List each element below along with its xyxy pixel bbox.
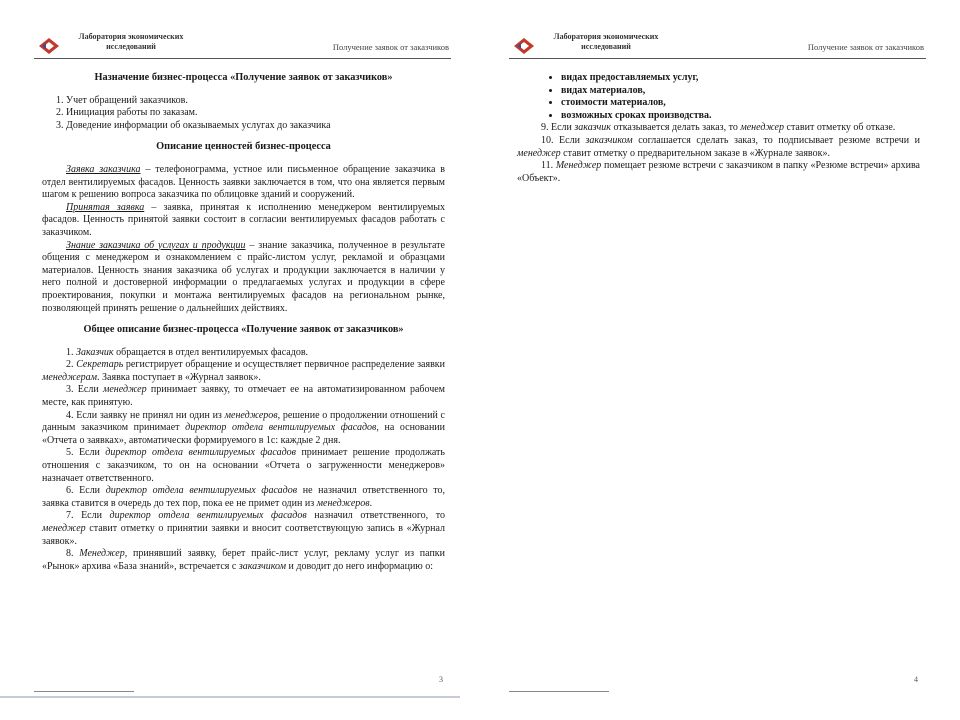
- step-paragraph: 3. Если менеджер принимает заявку, то отмечает ее на автоматизированном рабочем месте, как принятую.: [42, 384, 446, 409]
- step-paragraph: 9. Если заказчик отказывается делать заказ, то менеджер ставит отметку об отказе.: [541, 122, 896, 134]
- page-header: [509, 28, 926, 59]
- info-bullet-list: [517, 72, 920, 122]
- diamond-logo-icon: [38, 37, 60, 55]
- list-item: • стоимости материалов,: [561, 97, 920, 110]
- heading-description: Общее описание бизнес-процесса «Получение заявок от заказчиков»: [83, 324, 404, 336]
- org-name: Лаборатория экономических исследований: [553, 32, 659, 51]
- step-paragraph: 2. Секретарь регистрирует обращение и осуществляет первичное распределение заявки менеджерам. Заявка поступает в «Журнал заявок».: [42, 359, 445, 383]
- value-paragraph: Знание заказчика об услугах и продукции – знание заказчика, полученное в результате общения с менеджером и ознакомлением с прайс-листом услуг, рекламой и образцами материалов. Ценность знания заказчика об услугах и продукции заключается в наличии у него полной и достоверной информации о предлагаемых услугах и продукции в сфере проектирования, покупки и монтажа вентилируемых фасадов на региональном рынке, позволяющей принять решение о дальнейших действиях.: [42, 239, 445, 314]
- heading-purpose: Назначение бизнес-процесса «Получение заявок от заказчиков»: [94, 72, 393, 83]
- step-paragraph: 5. Если директор отдела вентилируемых фасадов принимает решение продолжать отношения с заказчиком, то он на основании «Отчета о загруженности менеджеров» назначает ответственного.: [42, 447, 445, 484]
- diamond-logo-icon: [513, 37, 535, 55]
- footer-divider: [509, 691, 609, 692]
- list-item: • возможных сроках производства.: [561, 110, 920, 123]
- footer-divider: [34, 691, 134, 692]
- value-paragraph: Заявка заказчика – телефонограмма, устное или письменное обращение заказчика в отдел вентилируемых фасадов. Ценность заявки заключается в том, что она является первым шагом к решению вопроса заказчика по облицовке зданий и сооружений.: [42, 163, 445, 201]
- step-paragraph: 7. Если директор отдела вентилируемых фасадов назначил ответственного, то менеджер ставит отметку о принятии заявки и вносит соответствующую запись в «Журнал заявок».: [42, 510, 445, 547]
- list-item: 3. Доведение информации об оказываемых услугах до заказчика: [66, 120, 445, 133]
- step-paragraph: 1. Заказчик обращается в отдел вентилируемых фасадов.: [66, 346, 309, 358]
- page-header: [34, 28, 451, 59]
- step-paragraph: 4. Если заявку не принял ни один из менеджеров, решение о продолжении отношений с данным заказчиком принимает директор отдела вентилируемых фасадов, на основании «Отчета о заявках», автоматически формируемого в 1с: каждые 2 дня.: [42, 409, 446, 446]
- org-name: Лаборатория экономических исследований: [78, 32, 184, 51]
- value-paragraph: Принятая заявка – заявка, принятая к исполнению менеджером вентилируемых фасадов. Ценность принятой заявки состоит в согласии вентилируемых фасадов работать с заказчиком.: [42, 201, 445, 238]
- page-edge-bar: [0, 696, 460, 698]
- step-paragraph: 10. Если заказчиком соглашается сделать заказ, то подписывает резюме встречи и менеджер ставит отметку о предварительном заказе в «Журнале заявок».: [517, 134, 920, 159]
- running-title: Получение заявок от заказчиков: [807, 42, 924, 52]
- document-page-3: [20, 0, 465, 720]
- list-item: 2. Инициация работы по заказам.: [66, 107, 445, 120]
- step-paragraph: 8. Менеджер, принявший заявку, берет прайс-лист услуг, рекламу услуг из папки «Рынок» архива «База знаний», встречается с заказчиком и доводит до него информацию о:: [42, 548, 446, 572]
- list-item: 1. Учет обращений заказчиков.: [66, 95, 445, 108]
- purpose-list: [42, 95, 445, 133]
- step-paragraph: 6. Если директор отдела вентилируемых фасадов не назначил ответственного то, заявка ставится в очередь до тех пор, пока ее не примет один из менеджеров.: [42, 485, 446, 509]
- page-number: 4: [914, 675, 918, 684]
- running-title: Получение заявок от заказчиков: [332, 42, 449, 52]
- page-body: [42, 72, 445, 573]
- document-page-4: [495, 0, 940, 720]
- list-item: • видах предоставляемых услуг,: [561, 72, 920, 85]
- page-number: 3: [439, 675, 443, 684]
- page-body: [517, 72, 920, 185]
- heading-values: Описание ценностей бизнес-процесса: [156, 141, 331, 153]
- list-item: • видах материалов,: [561, 85, 920, 98]
- step-paragraph: 11. Менеджер помещает резюме встречи с заказчиком в папку «Резюме встречи» архива «Объект».: [517, 160, 920, 184]
